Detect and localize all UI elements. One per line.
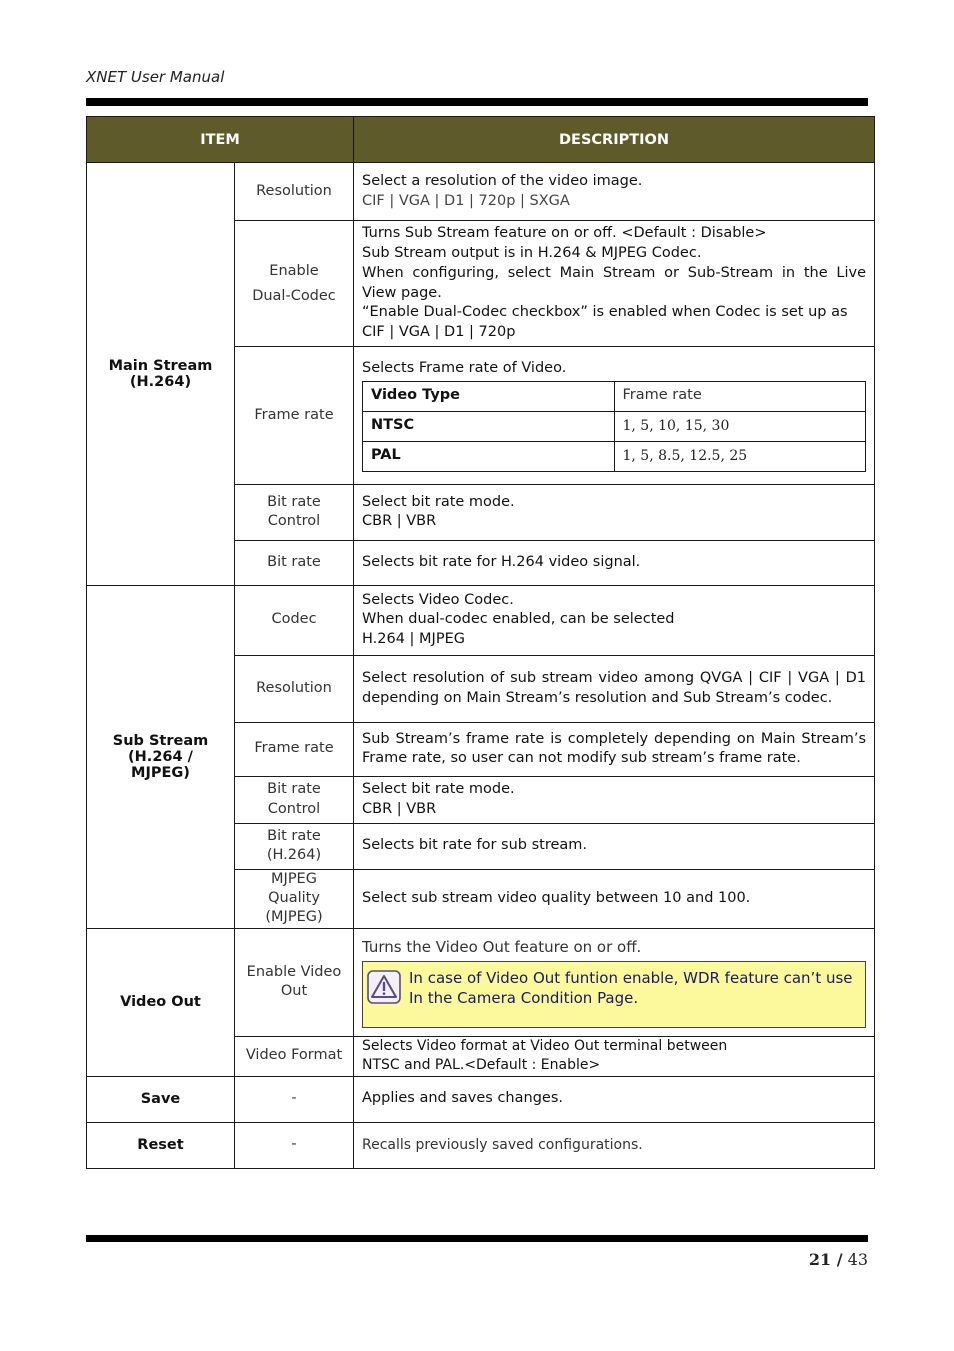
table-row [363, 411, 866, 441]
warning-note-text: In case of Video Out funtion enable, WDR feature can’t use In the Camera Condition Page. [409, 969, 853, 1008]
video-out-label: Video Out [87, 928, 235, 1076]
sub-item-label: - [235, 1122, 354, 1168]
sub-item-label: - [235, 1076, 354, 1122]
item-column-header: ITEM [87, 117, 354, 163]
description-text: Select bit rate mode. [362, 493, 515, 510]
sub-item-label-line: Bit rate [267, 827, 321, 844]
sub-item-label [235, 484, 354, 540]
description-text: When configuring, select Main Stream or Sub-Stream in the Live View page. [362, 264, 866, 301]
reset-label: Reset [87, 1122, 235, 1168]
sub-item-label: Frame rate [235, 722, 354, 776]
table-row [363, 381, 866, 411]
sub-item-label-line: Out [280, 983, 308, 1000]
header-rule [86, 98, 868, 106]
description-text: Selects Video Codec. [362, 591, 514, 608]
description-text: “Enable Dual-Codec checkbox” is enabled when Codec is set up as CIF | VGA | D1 | 720p [362, 304, 848, 340]
description-text: Select a resolution of the video image. [362, 172, 643, 189]
item-label-line: (H.264 / [128, 748, 193, 765]
sub-item-label: Codec [235, 585, 354, 655]
description-text: Select resolution of sub stream video among QVGA | CIF | VGA | D1 depending on Main Stream’s resolution and Sub Stream’s codec. [354, 655, 875, 722]
page-separator: / [831, 1250, 843, 1269]
description-text: Select bit rate mode. [362, 781, 515, 797]
description-text: Applies and saves changes. [354, 1076, 875, 1122]
item-label-line: MJPEG) [131, 764, 190, 781]
sub-item-label: Bit rate [235, 540, 354, 585]
sub-stream-label [87, 585, 235, 928]
table-row [87, 1122, 875, 1168]
table-row [363, 441, 866, 471]
table-header-row [87, 117, 875, 163]
sub-item-label [235, 928, 354, 1036]
page-number [809, 1250, 868, 1269]
warning-note [362, 961, 866, 1028]
description-text: Sub Stream output is in H.264 & MJPEG Codec. [362, 245, 702, 262]
frame-rate-table [362, 381, 866, 472]
description-text: When dual-codec enabled, can be selected [362, 611, 675, 628]
sub-item-label-line: MJPEG [271, 871, 317, 888]
description-text: Select sub stream video quality between 10 and 100. [354, 869, 875, 928]
description-text: Recalls previously saved configurations. [354, 1122, 875, 1168]
description-text: Sub Stream’s frame rate is completely depending on Main Stream’s Frame rate, so user can not modify sub stream’s frame rate. [354, 722, 875, 776]
description-text: Selects bit rate for sub stream. [354, 823, 875, 869]
sub-item-label-line: Quality [268, 890, 320, 907]
description-text: Selects Frame rate of Video. [362, 360, 567, 376]
description-text: CBR | VBR [362, 513, 437, 530]
sub-item-label: Resolution [235, 655, 354, 722]
page-current: 21 [808, 1250, 832, 1269]
footer-rule [86, 1235, 868, 1242]
sub-item-label-line: Enable [269, 262, 319, 279]
description-text: NTSC and PAL.<Default : Enable> [362, 1057, 601, 1074]
warning-triangle-icon [367, 970, 401, 1004]
sub-item-label-line: Control [267, 513, 321, 530]
sub-item-label [235, 776, 354, 823]
table-row [87, 1076, 875, 1122]
sub-item-label-line: Enable Video [246, 963, 342, 980]
sub-item-label-line: Control [267, 800, 321, 817]
page-total: 43 [842, 1250, 868, 1269]
description-text: CIF | VGA | D1 | 720p | SXGA [362, 192, 570, 209]
description-text: Turns Sub Stream feature on or off. <Default : Disable> [362, 225, 767, 242]
sub-item-label-line: (MJPEG) [265, 909, 323, 926]
description-text: CBR | VBR [362, 800, 437, 817]
table-row [87, 585, 875, 655]
table-header-cell: Video Type [363, 381, 615, 411]
settings-table [86, 116, 875, 1169]
table-row [87, 163, 875, 221]
sub-item-label-line: Bit rate [267, 781, 321, 798]
sub-item-label: Frame rate [235, 347, 354, 485]
item-label-line: Sub Stream [112, 732, 209, 749]
table-cell: NTSC [363, 411, 615, 441]
sub-item-label [235, 823, 354, 869]
description-text: Turns the Video Out feature on or off. [362, 937, 642, 956]
main-stream-label: Main Stream (H.264) [87, 163, 235, 586]
sub-item-label-line: Dual-Codec [252, 287, 336, 304]
description-text: Selects Video format at Video Out terminal between [362, 1038, 728, 1055]
sub-item-label-line: (H.264) [266, 847, 322, 864]
save-label: Save [87, 1076, 235, 1122]
description-text: Selects bit rate for H.264 video signal. [354, 540, 875, 585]
table-cell: PAL [363, 441, 615, 471]
sub-item-label [235, 869, 354, 928]
description-column-header: DESCRIPTION [354, 117, 875, 163]
sub-item-label: Resolution [235, 163, 354, 221]
sub-item-label: Video Format [235, 1036, 354, 1076]
table-cell: 1, 5, 8.5, 12.5, 25 [614, 441, 866, 471]
manual-title: XNET User Manual [86, 68, 225, 86]
table-cell: 1, 5, 10, 15, 30 [614, 411, 866, 441]
table-row [87, 928, 875, 1036]
table-header-cell: Frame rate [614, 381, 866, 411]
description-text: H.264 | MJPEG [362, 631, 465, 648]
sub-item-label-line: Bit rate [267, 493, 321, 510]
sub-item-label [235, 221, 354, 347]
